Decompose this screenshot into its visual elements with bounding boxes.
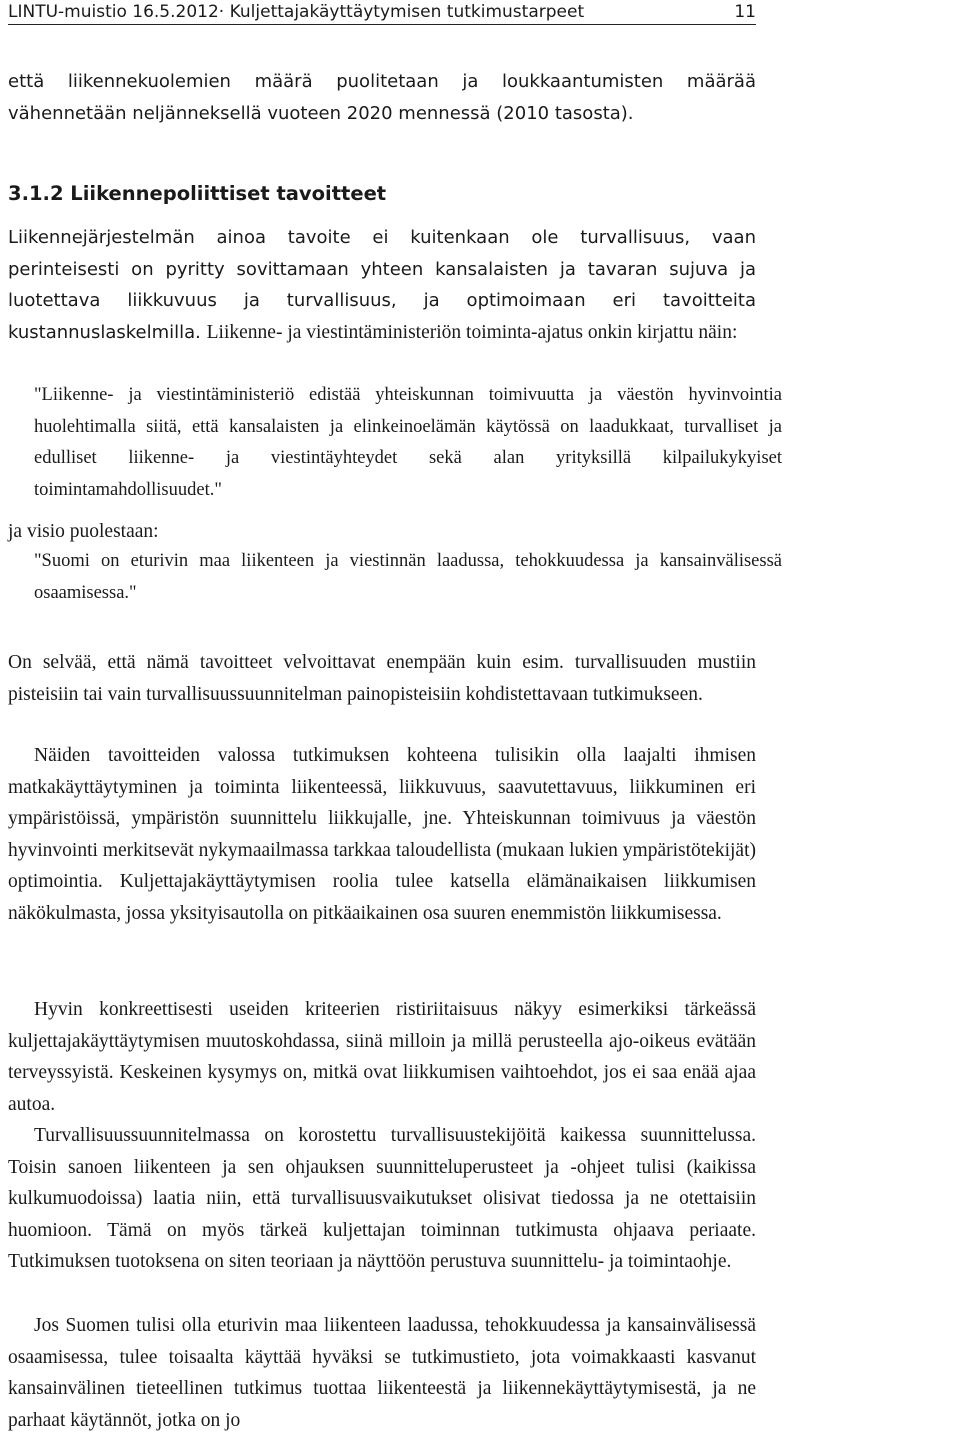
paragraph-6: Jos Suomen tulisi olla eturivin maa liikenteen laadussa, tehokkuudessa ja kansainvälisessä osaamisessa, tulee toisaalta käyttää hyväksi se tutkimustieto, jota voimakkaasti kasvanut kansainvälinen tieteellinen tutkimus tuottaa liikenteestä ja liikennekäyttäytymisestä, ja ne parhaat käytännöt, jotka on jo: [8, 1315, 756, 1431]
section-heading: 3.1.2 Liikennepoliittiset tavoitteet: [8, 182, 387, 205]
page-header: [8, 0, 756, 25]
quote-vision: "Suomi on eturivin maa liikenteen ja viestinnän laadussa, tehokkuudessa ja kansainvälisessä osaamisessa.": [34, 551, 782, 603]
paragraph-4: Hyvin konkreettisesti useiden kriteerien ristiriitaisuus näkyy esimerkiksi tärkeässä kuljettajakäyttäytymisen muutoskohdassa, siinä milloin ja millä perusteella ajo-oikeus evätään terveyssyistä. Keskeinen kysymys on, mitkä ovat liikkumisen vaihtoehdot, jos ei saa enää ajaa autoa.: [8, 999, 756, 1115]
paragraph-5: Turvallisuussuunnitelmassa on korostettu turvallisuustekijöitä kaikessa suunnittelussa. Toisin sanoen liikenteen ja sen ohjauksen suunnitteluperusteet ja -ohjeet tulisi (kaikissa kulkumuodoissa) laatia niin, että turvallisuusvaikutukset olisivat tiedossa ja ne otettaisiin huomioon. Tämä on myös tärkeä kuljettajan toiminnan tutkimusta ohjaava periaate. Tutkimuksen tuotoksena on siten teoriaan ja näyttöön perustuva suunnittelu- ja toimintaohje.: [8, 1125, 756, 1272]
intro-paragraph: että liikennekuolemien määrä puolitetaan ja loukkaantumisten määrää vähennetään neljänneksellä vuoteen 2020 mennessä (2010 tasosta).: [8, 71, 756, 124]
paragraph-1: [8, 222, 756, 348]
paragraph-3: Näiden tavoitteiden valossa tutkimuksen kohteena tulisikin olla laajalti ihmisen matkakäyttäytyminen ja toiminta liikenteessä, liikkuvuus, saavutettavuus, liikkuminen eri ympäristöissä, ympäristön suunnittelu liikkujalle, jne. Yhteiskunnan toimivuus ja väestön hyvinvointi merkitsevät nykymaailmassa tarkkaa taloudellista (mukaan lukien ympäristötekijät) optimointia. Kuljettajakäyttäytymisen roolia tulee katsella elämänaikaisen liikkumisen näkökulmasta, jossa yksityisautolla on pitkäaikainen osa suuren enemmistön liikkumisessa.: [8, 745, 756, 924]
page-number: 11: [734, 2, 756, 22]
paragraph-2: On selvää, että nämä tavoitteet velvoittavat enempään kuin esim. turvallisuuden mustiin pisteisiin tai vain turvallisuussuunnitelman painopisteisiin kohdistettavaan tutkimukseen.: [8, 652, 756, 705]
vision-intro: ja visio puolestaan:: [8, 521, 159, 542]
header-title: LINTU-muistio 16.5.2012· Kuljettajakäyttäytymisen tutkimustarpeet: [8, 2, 585, 22]
paragraph-1-continuation: Liikenne- ja viestintäministeriön toiminta-ajatus onkin kirjattu näin:: [206, 321, 738, 343]
quote-ministry-mission: "Liikenne- ja viestintäministeriö edistää yhteiskunnan toimivuutta ja väestön hyvinvointia huolehtimalla siitä, että kansalaisten ja elinkeinoelämän käytössä on laadukkaat, turvalliset ja edulliset liikenne- ja viestintäyhteydet sekä alan yrityksillä kilpailukykyiset toimintamahdollisuudet.": [34, 385, 782, 500]
paragraph-1-text: Liikennejärjestelmän ainoa tavoite ei kuitenkaan ole turvallisuus, vaan perinteisesti on pyritty sovittamaan yhteen kansalaisten ja tavaran sujuva ja luotettava liikkuvuus ja turvallisuus, ja optimoimaan eri tavoitteita kustannuslaskelmilla.: [8, 227, 756, 343]
